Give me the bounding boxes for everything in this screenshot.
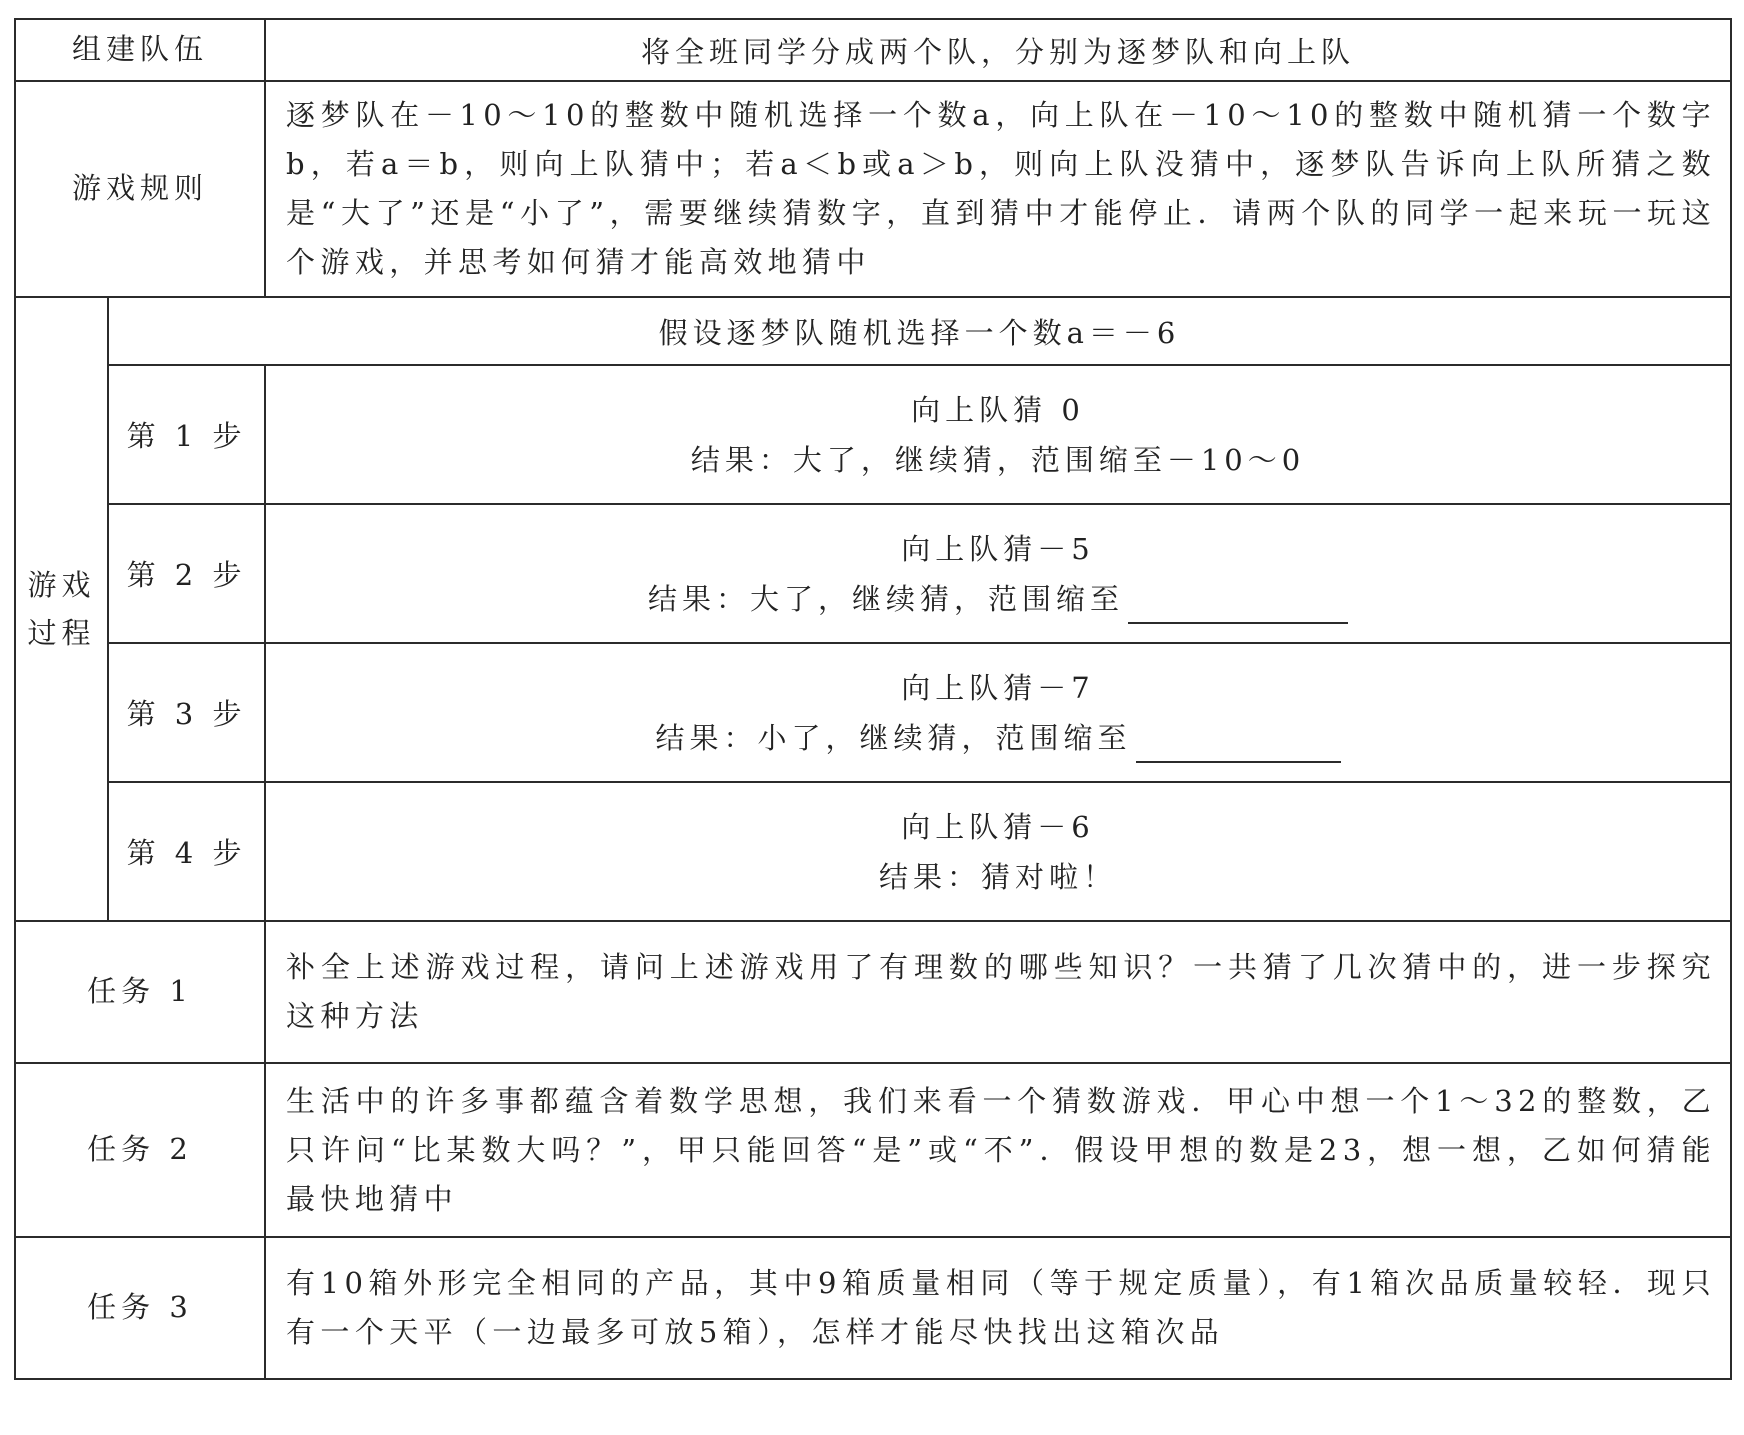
task-2-content: 生活中的许多事都蕴含着数学思想，我们来看一个猜数游戏．甲心中想一个1～32的整数，乙只许问“比某数大吗？”，甲只能回答“是”或“不”．假设甲想的数是23，想一想，乙如何猜能最快地猜中 <box>265 1063 1731 1237</box>
step-4-content <box>265 782 1731 921</box>
process-label <box>15 297 108 921</box>
row-rules <box>15 81 1731 297</box>
step-4-guess: 向上队猜－6 <box>901 809 1095 844</box>
step-2-content <box>265 504 1731 643</box>
step-4-label: 第 4 步 <box>108 782 265 921</box>
row-step-1 <box>15 365 1731 504</box>
task-1-label: 任务 1 <box>15 921 265 1063</box>
team-content: 将全班同学分成两个队，分别为逐梦队和向上队 <box>265 19 1731 81</box>
step-2-result: 结果：大了，继续猜，范围缩至 <box>648 581 1125 616</box>
task-1-content: 补全上述游戏过程，请问上述游戏用了有理数的哪些知识？一共猜了几次猜中的，进一步探究这种方法 <box>265 921 1731 1063</box>
row-step-3 <box>15 643 1731 782</box>
rules-label: 游戏规则 <box>15 81 265 297</box>
task-2-label: 任务 2 <box>15 1063 265 1237</box>
team-label: 组建队伍 <box>15 19 265 81</box>
step-3-result: 结果：小了，继续猜，范围缩至 <box>655 720 1132 755</box>
task-3-label: 任务 3 <box>15 1237 265 1379</box>
step-3-label: 第 3 步 <box>108 643 265 782</box>
step-3-content <box>265 643 1731 782</box>
step-2-label: 第 2 步 <box>108 504 265 643</box>
step-4-result: 结果：猜对啦！ <box>879 859 1118 894</box>
step-1-result: 结果：大了，继续猜，范围缩至－10～0 <box>690 442 1306 477</box>
step-2-answer-blank[interactable] <box>1128 592 1348 624</box>
row-task-2 <box>15 1063 1731 1237</box>
step-1-label: 第 1 步 <box>108 365 265 504</box>
row-team <box>15 19 1731 81</box>
step-1-content <box>265 365 1731 504</box>
step-3-answer-blank[interactable] <box>1136 731 1341 763</box>
step-3-result-line <box>266 713 1730 763</box>
process-label-line1: 游戏 <box>27 568 96 602</box>
step-3-guess: 向上队猜－7 <box>901 670 1095 705</box>
step-1-guess: 向上队猜 0 <box>911 392 1085 427</box>
step-2-result-line <box>266 574 1730 624</box>
row-task-1 <box>15 921 1731 1063</box>
process-label-line2: 过程 <box>27 616 96 650</box>
task-3-content: 有10箱外形完全相同的产品，其中9箱质量相同（等于规定质量），有1箱次品质量较轻．现只有一个天平（一边最多可放5箱），怎样才能尽快找出这箱次品 <box>265 1237 1731 1379</box>
worksheet-table <box>14 18 1732 1380</box>
rules-content: 逐梦队在－10～10的整数中随机选择一个数a，向上队在－10～10的整数中随机猜一个数字b，若a＝b，则向上队猜中；若a＜b或a＞b，则向上队没猜中，逐梦队告诉向上队所猜之数是“大了”还是“小了”，需要继续猜数字，直到猜中才能停止．请两个队的同学一起来玩一玩这个游戏，并思考如何猜才能高效地猜中 <box>265 81 1731 297</box>
row-step-4 <box>15 782 1731 921</box>
assumption-text: 假设逐梦队随机选择一个数a＝－6 <box>108 297 1731 365</box>
row-assumption <box>15 297 1731 365</box>
step-2-guess: 向上队猜－5 <box>901 531 1095 566</box>
row-task-3 <box>15 1237 1731 1379</box>
row-step-2 <box>15 504 1731 643</box>
